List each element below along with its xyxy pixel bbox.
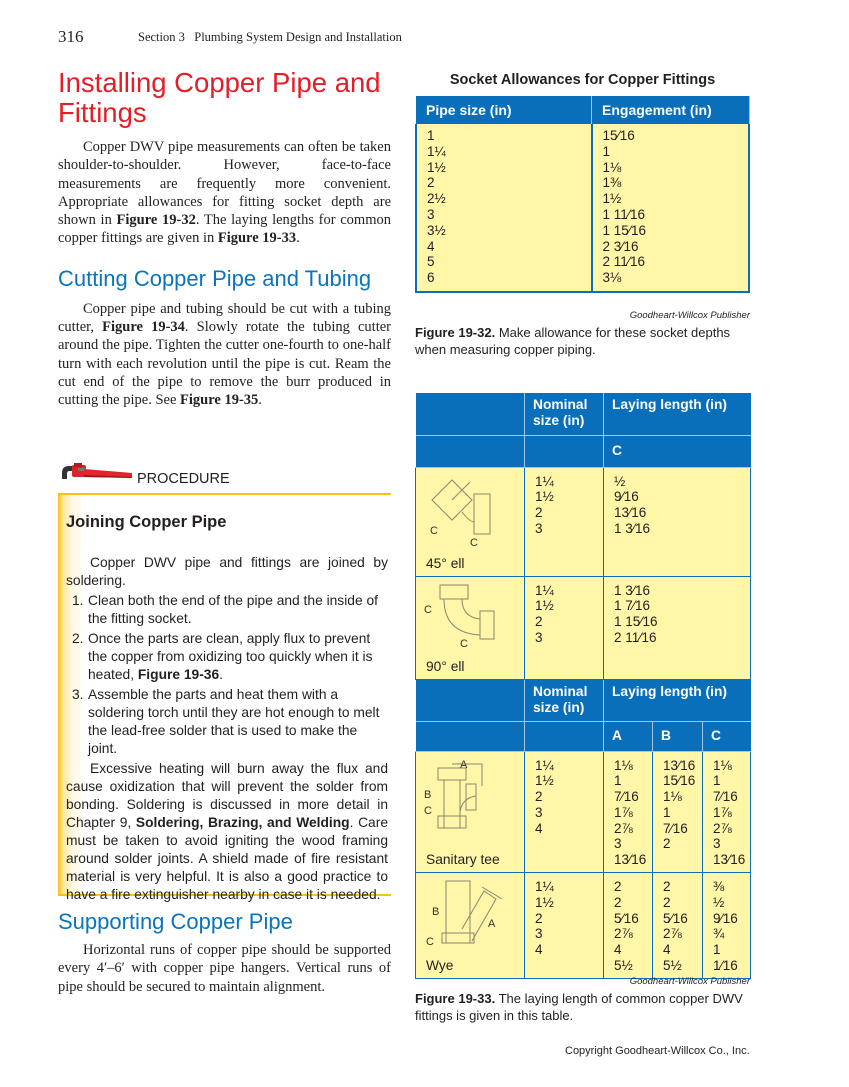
engagement-column: [592, 124, 750, 292]
cell: 1⅛: [614, 757, 633, 773]
svg-text:C: C: [424, 603, 432, 616]
svg-text:A: A: [460, 758, 468, 771]
cell: 1⅛: [713, 757, 732, 773]
text: Copper DWV pipe measurements can often be taken shoulder-to-shoulder. However, face-to-face measurements are frequently more convenient. Appropriate allowances for fitting socket depth are shown in: [58, 139, 391, 229]
cell: ½: [614, 473, 626, 489]
cell: 9⁄16: [713, 910, 738, 926]
cell: 5½: [614, 958, 633, 974]
cell: 2⅞: [663, 926, 682, 942]
cell: 15⁄16: [663, 773, 696, 789]
left-column: [58, 68, 391, 410]
cell: 1⅛: [602, 159, 622, 175]
step-text: Clean both the end of the pipe and the inside of the fitting socket.: [88, 593, 378, 626]
step-text: Once the parts are clean, apply flux to prevent the copper from oxidizing too quickly when it is heated,: [88, 631, 373, 682]
cell: 1½: [535, 773, 554, 789]
cell: 2: [535, 910, 543, 926]
col-header-nominal: Nominal size (in): [525, 679, 604, 721]
cell: 1 7⁄16: [663, 804, 688, 836]
c-values-cell: [703, 751, 751, 873]
section-title: Section 3 Plumbing System Design and Installation: [138, 30, 402, 44]
col-header-laying: Laying length (in): [604, 393, 751, 435]
cell: 1½: [535, 489, 554, 505]
cell: 1 7⁄16: [713, 773, 738, 805]
cell: 1 15⁄16: [614, 614, 658, 630]
figure-ref: Figure 19-33: [217, 230, 297, 247]
cell: 1⅛: [663, 789, 682, 805]
cell: 5½: [663, 958, 682, 974]
cell: 1½: [602, 191, 622, 207]
figure-credit: Goodheart-Willcox Publisher: [629, 310, 750, 321]
cell: 2 5⁄16: [614, 894, 639, 926]
cell: 4: [427, 238, 435, 254]
blank-header: [416, 679, 525, 721]
laying-length-table: [415, 393, 751, 979]
cell: 2 5⁄16: [663, 894, 688, 926]
figure-ref: Figure 19-36: [137, 667, 220, 682]
figure-credit: Goodheart-Willcox Publisher: [629, 976, 750, 987]
pipe-size-column: [416, 124, 592, 292]
col-header-a: A: [604, 721, 653, 751]
cell: 2 11⁄16: [614, 629, 657, 645]
cell: 2: [427, 175, 435, 191]
blank-header: [525, 721, 604, 751]
fitting-sanitary-tee: [416, 751, 525, 873]
figure-caption: [415, 991, 755, 1024]
45-ell-diagram-icon: [422, 472, 512, 549]
cell: 2⅞: [614, 926, 633, 942]
page-number: 316: [58, 27, 84, 46]
blank-header: [416, 435, 525, 467]
fitting-90-ell: [416, 576, 525, 679]
cell: 1½: [535, 894, 554, 910]
col-header: Pipe size (in): [416, 96, 592, 124]
svg-text:B: B: [424, 788, 432, 801]
cell: 1⅜: [602, 175, 622, 191]
cell: 4: [614, 942, 622, 958]
cell: 6: [427, 270, 435, 286]
figure-caption: [415, 325, 755, 358]
cell: 3: [427, 206, 435, 222]
cell: 1¼: [535, 757, 554, 773]
cell: 15⁄16: [602, 128, 635, 143]
text: Copper pipe and tubing should be cut with a tubing cutter,: [58, 300, 391, 336]
cell: 1¼: [535, 879, 554, 895]
cell: 3: [535, 804, 543, 820]
blank-header: [525, 435, 604, 467]
col-header: Engagement (in): [592, 96, 750, 124]
procedure-title: Joining Copper Pipe: [66, 513, 227, 531]
step-number: 1.: [72, 593, 84, 608]
procedure-steps: [66, 592, 388, 758]
cell: ⅜: [713, 879, 725, 895]
figure-ref: Figure 19-35: [180, 392, 259, 409]
cell: 1¼: [535, 582, 554, 598]
cell: 2½: [427, 191, 446, 207]
cell: 2 3⁄16: [602, 238, 639, 254]
fitting-wye: [416, 873, 525, 979]
sizes-cell: [525, 873, 604, 979]
procedure-step: [66, 630, 388, 684]
text: Excessive heating will burn away the flux and cause oxidization that will prevent the solder from bonding. Soldering is discussed in more detail in Chapter 9,: [66, 761, 388, 830]
svg-text:C: C: [460, 637, 468, 650]
cell: 1½: [427, 159, 446, 175]
cell: 2: [535, 505, 543, 521]
cell: 2 11⁄16: [602, 254, 646, 270]
step-text: .: [219, 667, 223, 682]
cell: 3: [535, 629, 543, 645]
svg-text:B: B: [432, 906, 440, 919]
blank-header: [416, 393, 525, 435]
col-header-c: C: [703, 721, 751, 751]
svg-text:C: C: [470, 536, 478, 549]
cell: 1¼: [427, 143, 446, 159]
cell: 3⅛: [602, 270, 622, 286]
supporting-section: [58, 909, 391, 996]
step-number: 2.: [72, 631, 84, 646]
cell: 3 13⁄16: [614, 836, 647, 868]
c-values-cell: [703, 873, 751, 979]
cell: ¾: [713, 926, 725, 942]
cell: 1: [427, 128, 435, 143]
cell: 1 11⁄16: [602, 206, 646, 222]
svg-text:C: C: [426, 936, 434, 949]
step-text: Assemble the parts and heat them with a soldering torch until they are hot enough to melt the lead-free solder that is used to make the joint.: [88, 687, 380, 756]
procedure-label: PROCEDURE: [137, 471, 230, 487]
cutting-heading: Cutting Copper Pipe and Tubing: [58, 265, 372, 291]
blank-header: [416, 721, 525, 751]
90-ell-diagram-icon: [422, 581, 512, 651]
cell: ½: [713, 894, 725, 910]
cell: 5: [427, 254, 435, 270]
col-header-nominal: Nominal size (in): [525, 393, 604, 435]
cell: 13⁄16: [614, 505, 647, 521]
fitting-label: Sanitary tee: [426, 852, 500, 868]
fitting-label: Wye: [426, 958, 454, 974]
cell: 3: [535, 926, 543, 942]
cell: 4: [535, 942, 543, 958]
a-values-cell: [604, 873, 653, 979]
wye-diagram-icon: [422, 877, 512, 952]
procedure-box: [58, 493, 391, 902]
cell: 2: [614, 879, 622, 895]
procedure-intro: Copper DWV pipe and fittings are joined by soldering.: [66, 555, 388, 588]
caption-label: Figure 19-33.: [415, 991, 496, 1006]
caption-label: Figure 19-32.: [415, 325, 496, 340]
fitting-45-ell: [416, 467, 525, 576]
cell: 1 7⁄16: [614, 773, 639, 805]
procedure-step: [66, 592, 388, 628]
figure-ref: Figure 19-32: [116, 212, 196, 229]
cutting-paragraph: [58, 300, 391, 410]
svg-text:A: A: [488, 918, 496, 931]
cell: 2⅞: [713, 820, 732, 836]
cell: 3: [535, 520, 543, 536]
cell: 1 15⁄16: [602, 222, 647, 238]
text: .: [296, 230, 300, 247]
b-values-cell: [653, 873, 703, 979]
fitting-label: 45° ell: [426, 555, 465, 571]
cell: 2: [535, 614, 543, 630]
c-values-cell: [604, 467, 751, 576]
step-number: 3.: [72, 687, 84, 702]
cell: 9⁄16: [614, 489, 639, 505]
procedure-header: [58, 461, 391, 493]
cell: 1 1⁄16: [713, 942, 738, 974]
text: . Care must be taken to avoid igniting the wood framing around solder joints. A shield made of fire resistant material is very helpful. It is also a good practice to have a fire extinguisher nearby in case it is needed.: [66, 815, 388, 902]
chapter-ref: Soldering, Brazing, and Welding: [135, 815, 350, 830]
figure-ref: Figure 19-34: [102, 319, 185, 336]
col-header-c: C: [604, 435, 751, 467]
copyright: Copyright Goodheart-Willcox Co., Inc.: [565, 1045, 750, 1057]
text: . Slowly rotate the tubing cutter around the pipe. Tighten the cutter one-fourth to one-half turn with each revolution until the pipe is cut. Ream the cut end of the pipe to remove the burr produced in cutting the pipe. See: [58, 319, 391, 409]
intro-paragraph: [58, 138, 391, 248]
cell: 2⅞: [614, 820, 633, 836]
col-header-laying: Laying length (in): [604, 679, 751, 721]
cell: 13⁄16: [663, 757, 696, 773]
c-values-cell: [604, 576, 751, 679]
supporting-paragraph: Horizontal runs of copper pipe should be supported every 4′–6′ with copper pipe hangers. Vertical runs of pipe should be secured to maintain alignment.: [58, 942, 391, 995]
cell: 2: [663, 879, 671, 895]
supporting-heading: Supporting Copper Pipe: [58, 909, 293, 934]
text: .: [258, 392, 262, 409]
procedure-closing: [66, 760, 388, 904]
sizes-cell: [525, 467, 604, 576]
socket-allowances-table: [415, 96, 750, 293]
cell: 1⅞: [614, 804, 633, 820]
sizes-cell: [525, 751, 604, 873]
cell: 1 3⁄16: [614, 582, 651, 598]
b-values-cell: [653, 751, 703, 873]
cell: 4: [535, 820, 543, 836]
fitting-label: 90° ell: [426, 658, 465, 674]
cell: 1¼: [535, 473, 554, 489]
cell: 2: [663, 836, 671, 852]
cell: 3 13⁄16: [713, 836, 746, 868]
cell: 3½: [427, 222, 446, 238]
cell: 2: [535, 789, 543, 805]
svg-text:C: C: [424, 804, 432, 817]
cell: 1 7⁄16: [614, 598, 651, 614]
text: . The laying lengths for common copper fittings are given in: [58, 212, 391, 247]
cell: 4: [663, 942, 671, 958]
col-header-b: B: [653, 721, 703, 751]
sanitary-tee-diagram-icon: [422, 756, 512, 836]
cell: 1½: [535, 598, 554, 614]
svg-text:C: C: [430, 524, 438, 537]
cell: 1 3⁄16: [614, 520, 651, 536]
caption-text: The laying length of common copper DWV fittings is given in this table.: [415, 991, 743, 1023]
procedure-step: [66, 686, 388, 758]
cell: 1⅞: [713, 804, 732, 820]
socket-table-title: Socket Allowances for Copper Fittings: [449, 72, 716, 88]
sizes-cell: [525, 576, 604, 679]
pipe-wrench-icon: [60, 463, 134, 485]
a-values-cell: [604, 751, 653, 873]
cell: 1: [602, 143, 611, 159]
caption-text: Make allowance for these socket depths when measuring copper piping.: [415, 325, 731, 357]
main-title: Installing Copper Pipe and Fittings: [58, 67, 381, 128]
